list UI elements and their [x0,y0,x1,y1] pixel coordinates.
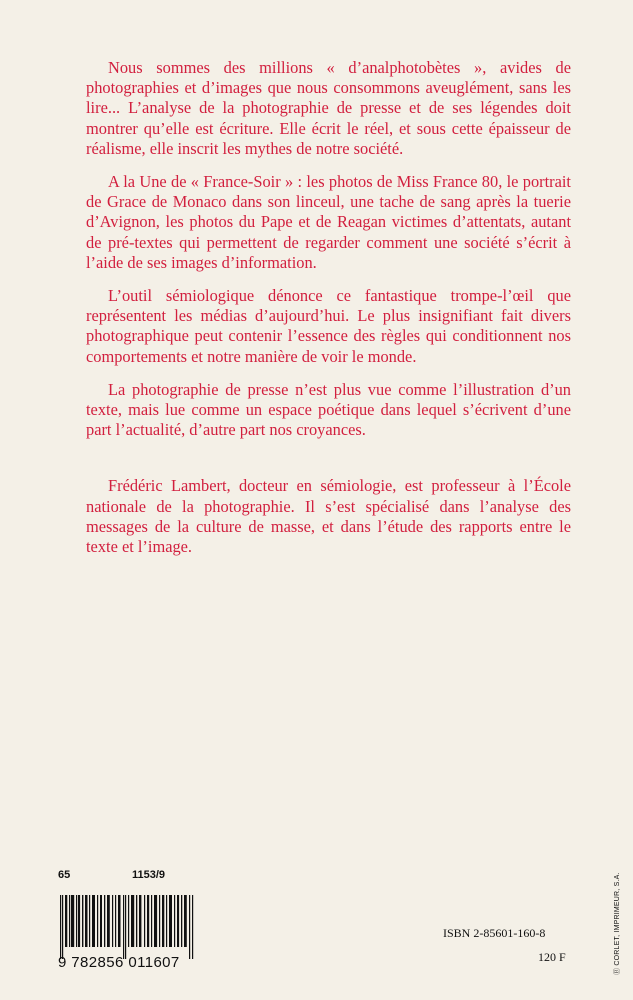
barcode-block [58,895,195,973]
blurb-paragraph-2: A la Une de « France-Soir » : les photos de Miss France 80, le portrait de Grace de Monaco dans son linceul, une tache de sang après la tuerie d’Avignon, les photos du Pape et de Reagan victimes d’attentats, autant de pré-textes qui permettent de regarder comment une société s’écrit à l’aide de ses images d’information. [86,172,571,272]
blurb-paragraph-3: L’outil sémiologique dénonce ce fantastique trompe-l’œil que représentent les médias d’aujourd’hui. Le plus insignifiant fait divers photographique peut contenir l’essence des règles qui conditionnent nos comportements et notre manière de voir le monde. [86,286,571,366]
blurb-paragraph-4: La photographie de presse n’est plus vue comme l’illustration d’un texte, mais lue comme un espace poétique dans lequel s’écrivent d’une part l’actualité, d’autre part nos croyances. [86,379,571,440]
code-right: 1153/9 [132,869,166,881]
back-cover-text [86,58,571,570]
blurb-paragraph-1: Nous sommes des millions « d’analphotobètes », avides de photographies et d’images que nous consommons aveuglément, sans les lire... L’analyse de la photographie de presse et de ses légendes doit montrer qu’elle est écriture. Elle écrit le réel, et sous cette épaisseur de réalisme, elle inscrit les mythes de notre société. [86,58,571,158]
price: 120 F [538,950,566,964]
isbn: ISBN 2-85601-160-8 [443,926,546,940]
barcode-number: 9 782856 011607 [58,954,180,971]
author-bio: Frédéric Lambert, docteur en sémiologie, est professeur à l’École nationale de la photographie. Il s’est spécialisé dans l’analyse des messages de la culture de masse, et dans l’étude des rapports entre le texte et l’image. [86,476,571,557]
barcode-bars [58,895,195,959]
code-left: 65 [58,869,71,881]
printer-note-text: Ⓑ CORLET, IMPRIMEUR, S.A. [614,872,621,975]
printer-note [612,850,622,980]
